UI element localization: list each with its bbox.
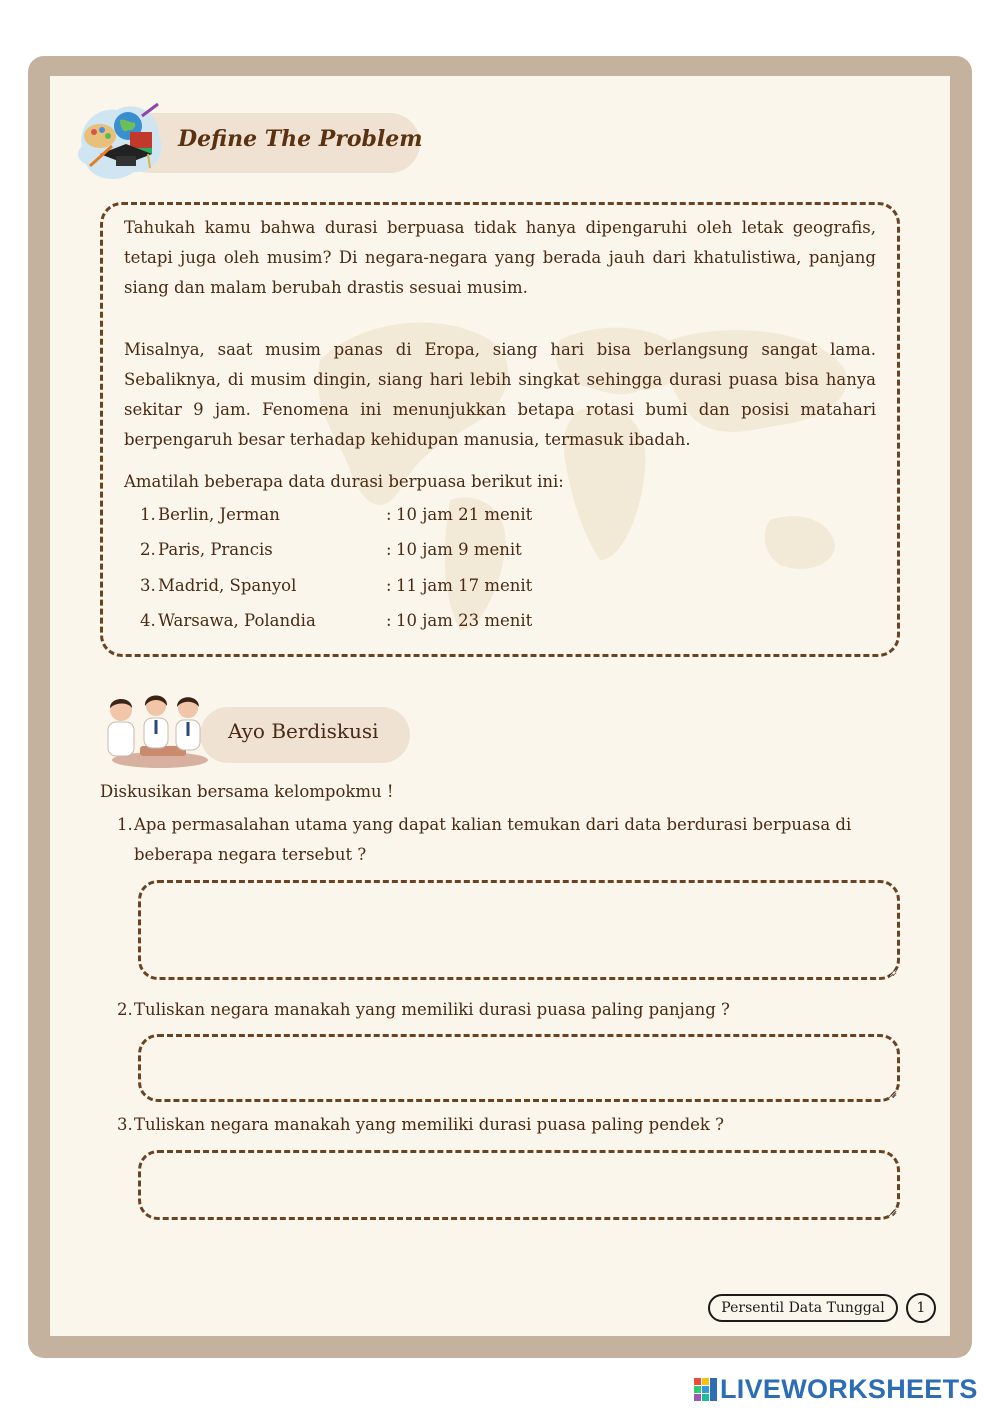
intro-paragraph-1: Tahukah kamu bahwa durasi berpuasa tidak hanya dipengaruhi oleh letak geografis, tetapi juga oleh musim? Di negara-negara yang berada jauh dari khatulistiwa, panjang siang dan malam berubah drastis sesuai musim.	[124, 218, 876, 297]
discussion-title: Ayo Berdiskusi	[228, 719, 379, 743]
school-supplies-icon	[72, 96, 168, 186]
page-number: 1	[906, 1293, 936, 1323]
city-name: Berlin, Jerman	[158, 505, 280, 524]
separator: :	[386, 610, 392, 630]
city-name: Madrid, Spanyol	[158, 575, 297, 595]
students-discussing-icon	[100, 690, 210, 770]
question-number: 1.	[117, 815, 133, 834]
list-number: 3.	[140, 575, 156, 595]
list-number: 4.	[140, 610, 156, 630]
question-text: Tuliskan negara manakah yang memiliki durasi puasa paling pendek ?	[134, 1115, 725, 1134]
list-number: 1.	[140, 505, 156, 524]
question-text: Apa permasalahan utama yang dapat kalian temukan dari data berdurasi berpuasa di beberapa negara tersebut ?	[134, 815, 852, 864]
answer-3-input[interactable]	[138, 1150, 900, 1220]
question-1	[117, 810, 900, 870]
intro-paragraph-2: Misalnya, saat musim panas di Eropa, siang hari bisa berlangsung sangat lama. Sebaliknya, di musim dingin, siang hari lebih singkat sehingga durasi puasa bisa hanya sekitar 9 jam. Fenomena ini menunjukkan betapa rotasi bumi dan posisi matahari berpengaruh besar terhadap kehidupan manusia, termasuk ibadah.	[124, 340, 876, 449]
question-number: 3.	[117, 1115, 133, 1134]
data-intro-text: Amatilah beberapa data durasi berpuasa berikut ini:	[124, 472, 564, 491]
city-name: Paris, Prancis	[158, 540, 273, 560]
fasting-duration: 10 jam 23 menit	[396, 610, 533, 630]
separator: :	[386, 505, 392, 524]
fasting-duration: 11 jam 17 menit	[396, 575, 533, 595]
fasting-duration: 10 jam 21 menit	[396, 505, 533, 524]
fasting-duration: 10 jam 9 menit	[396, 540, 522, 560]
topic-label: Persentil Data Tunggal	[708, 1294, 898, 1322]
question-number: 2.	[117, 1000, 133, 1019]
city-name: Warsawa, Polandia	[158, 610, 316, 630]
question-2	[117, 995, 900, 1025]
liveworksheets-brand[interactable]: LIVEWORKSHEETS	[720, 1374, 978, 1404]
answer-2-input[interactable]	[138, 1034, 900, 1102]
separator: :	[386, 540, 392, 560]
discussion-instruction: Diskusikan bersama kelompokmu !	[100, 782, 394, 801]
liveworksheets-logo-icon	[694, 1378, 718, 1402]
question-text: Tuliskan negara manakah yang memiliki durasi puasa paling panjang ?	[134, 1000, 730, 1019]
question-3	[117, 1110, 900, 1140]
section-title: Define The Problem	[178, 126, 423, 152]
list-number: 2.	[140, 540, 156, 560]
answer-1-input[interactable]	[138, 880, 900, 980]
separator: :	[386, 575, 392, 595]
